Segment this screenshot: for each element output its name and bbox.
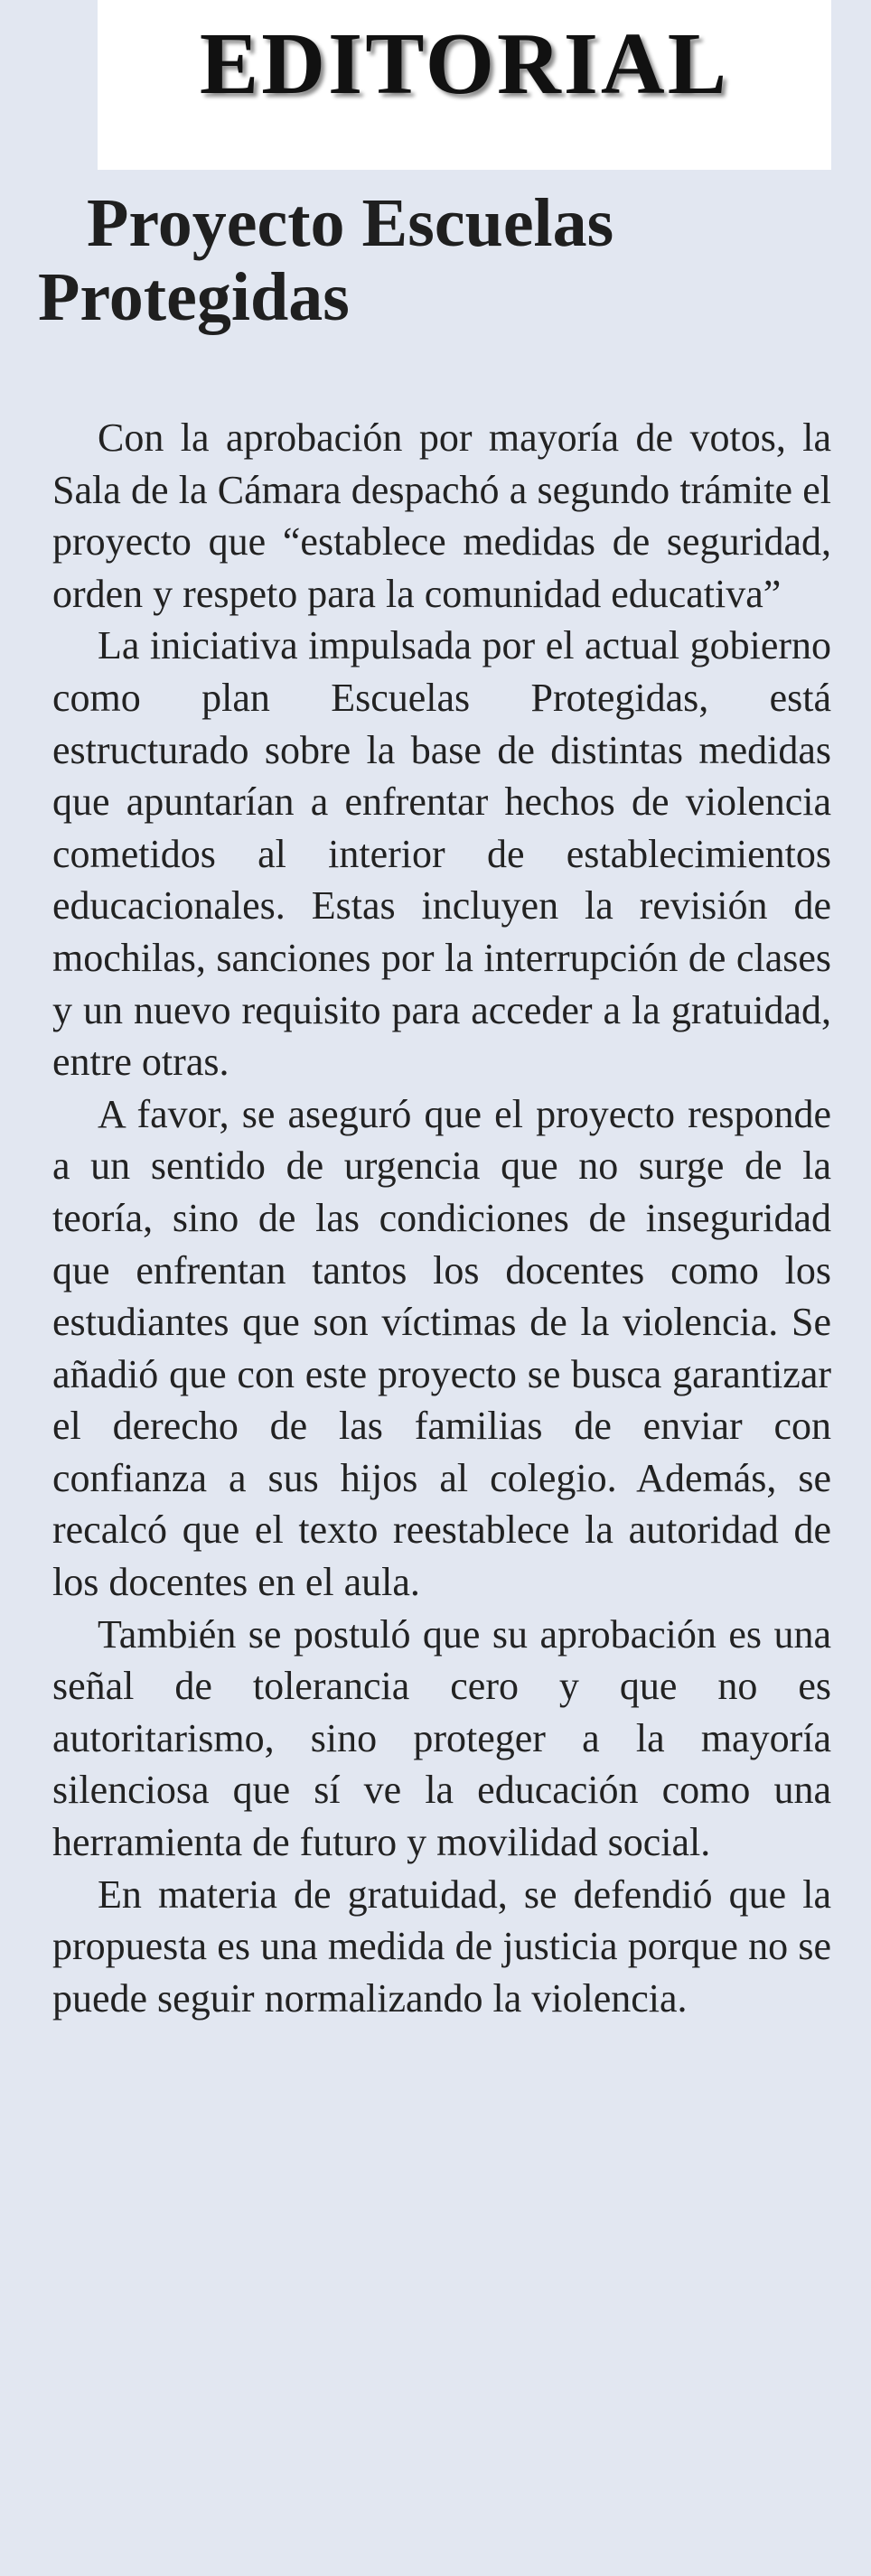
paragraph-4: También se postuló que su aprobación es una señal de tolerancia cero y que no es autoritarismo, sino proteger a la mayoría silenciosa que sí ve la educación como una herramienta de futuro y movilidad social. bbox=[52, 1611, 831, 1865]
section-title: EDITORIAL bbox=[199, 15, 730, 113]
article-headline bbox=[38, 186, 833, 334]
headline-line-2: Protegidas bbox=[38, 259, 350, 335]
paragraph-3: A favor, se aseguró que el proyecto responde a un sentido de urgencia que no surge de la teoría, sino de las condiciones de inseguridad que enfrentan tantos los docentes como los estudiantes que son víctimas de la violencia. Se añadió que con este proyecto se busca garantizar el derecho de las familias de enviar con confianza a sus hijos al colegio. Además, se recalcó que el texto reestablece la autoridad de los docentes en el aula. bbox=[52, 1091, 831, 1605]
headline-line-1: Proyecto Escuelas bbox=[87, 185, 614, 261]
paragraph-2: La iniciativa impulsada por el actual gobierno como plan Escuelas Protegidas, está estructurado sobre la base de distintas medidas que apuntarían a enfrentar hechos de violencia cometidos al interior de establecimientos educacionales. Estas incluyen la revisión de mochilas, sanciones por la interrupción de clases y un nuevo requisito para acceder a la gratuidad, entre otras. bbox=[52, 623, 831, 1085]
paragraph-5: En materia de gratuidad, se defendió que la propuesta es una medida de justicia porque no se puede seguir normalizando la violencia. bbox=[52, 1871, 831, 2021]
masthead bbox=[98, 0, 831, 170]
article-body bbox=[52, 412, 831, 2024]
paragraph-1: Con la aprobación por mayoría de votos, la Sala de la Cámara despachó a segundo trámite el proyecto que “establece medidas de seguridad, orden y respeto para la comunidad educativa” bbox=[52, 415, 831, 616]
